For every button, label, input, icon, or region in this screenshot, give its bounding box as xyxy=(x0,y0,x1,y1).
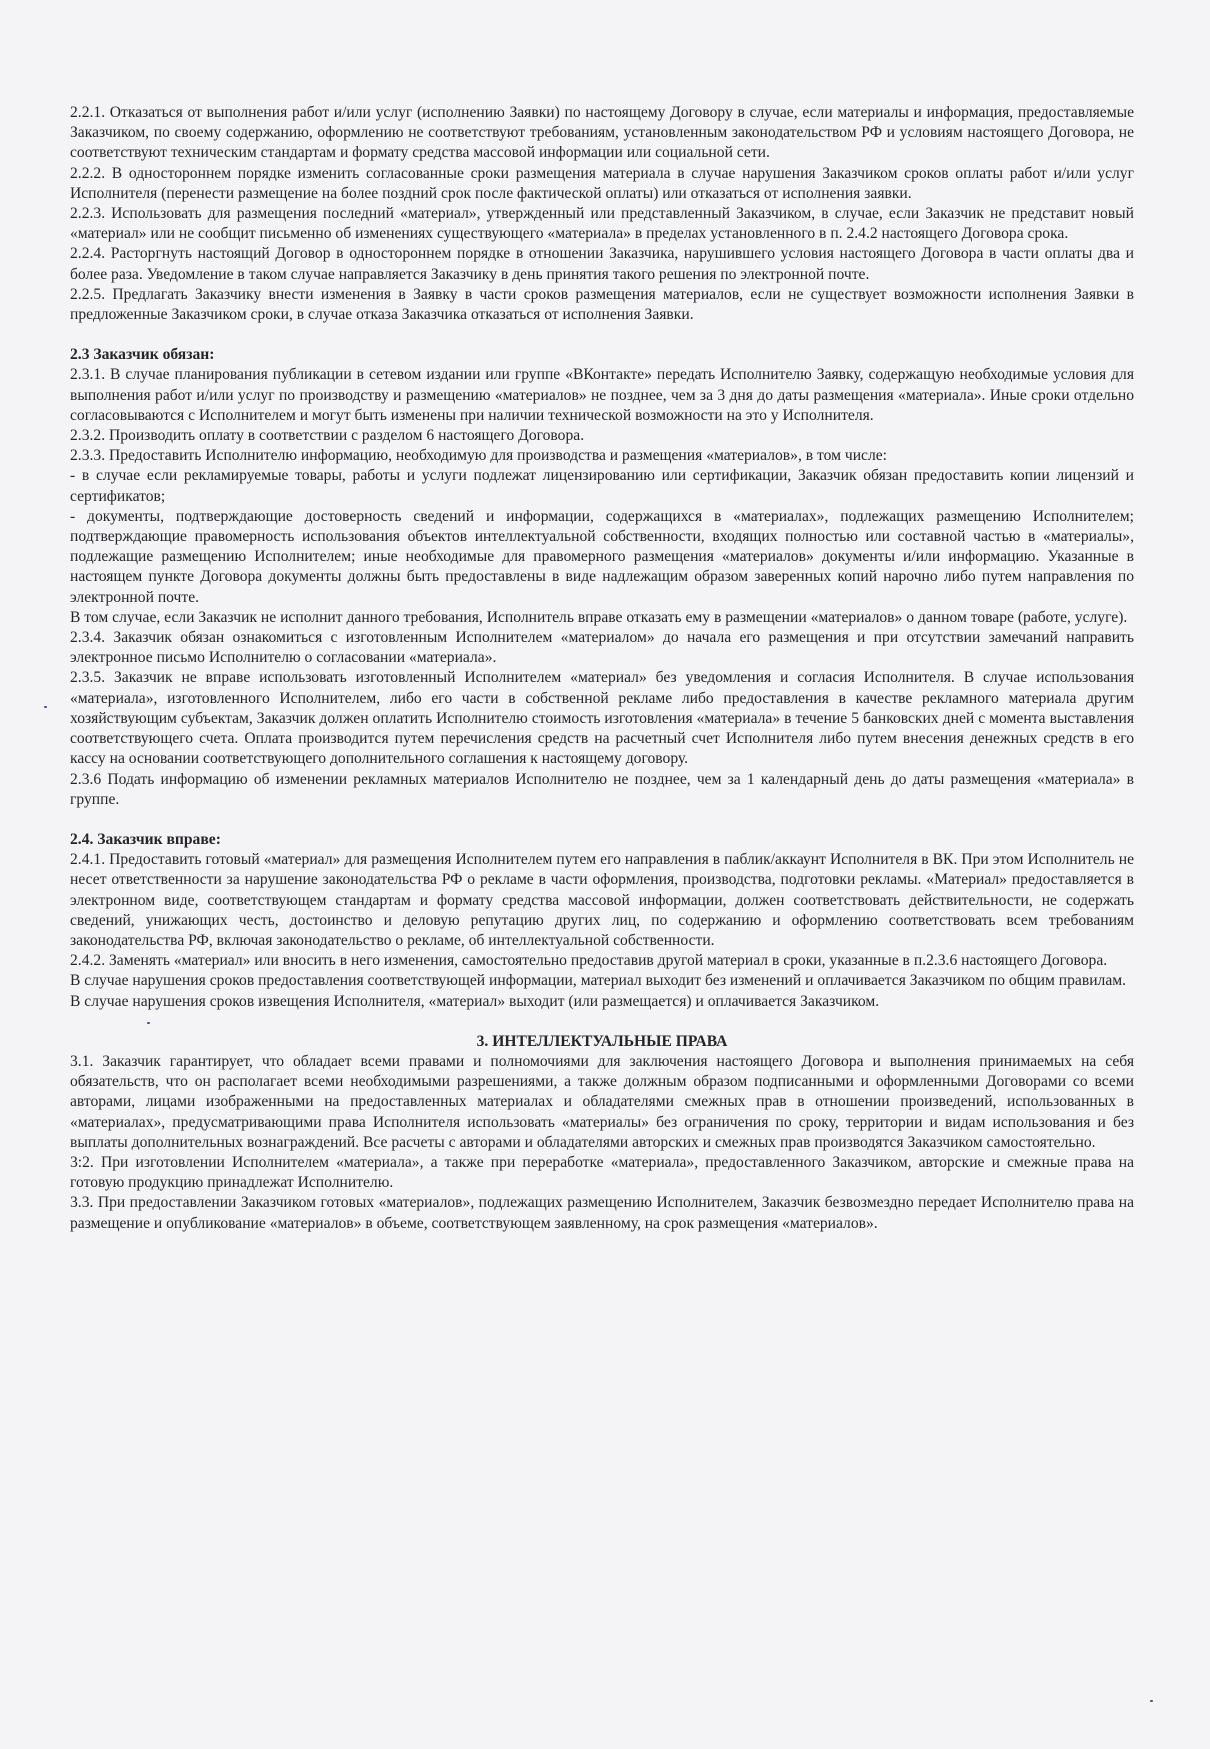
clause-2-4-1: 2.4.1. Предоставить готовый «материал» для размещения Исполнителем путем его направления в паблик/аккаунт Исполнителя в ВК. При этом Исполнитель не несет ответственности за нарушение законодательства РФ о рекламе в части оформления, производства, подготовки рекламы. «Материал» предоставляется в электронном виде, соответствующем стандартам и формату средства массовой информации, должен соответствовать действительности, не содержать сведений, унижающих честь, достоинство и деловую репутацию других лиц, по содержанию и оформлению соответствовать всем требованиям законодательства РФ, включая законодательство о рекламе, об интеллектуальной собственности. xyxy=(70,851,1134,949)
clause-2-2-1: 2.2.1. Отказаться от выполнения работ и/или услуг (исполнению Заявки) по настоящему Договору в случае, если материалы и информация, предоставляемые Заказчиком, по своему содержанию, оформлению не соответствуют требованиям, установленным законодательством РФ и условиям настоящего Договора, не соответствуют техническим стандартам и формату средства массовой информации или социальной сети. xyxy=(70,104,1134,162)
clause-3-2: 3:2. При изготовлении Исполнителем «материала», а также при переработке «материала», предоставленного Заказчиком, авторские и смежные права на готовую продукцию принадлежат Исполнителю. xyxy=(70,1153,1134,1192)
document-page xyxy=(70,103,1134,1234)
clause-2-3-4: 2.3.4. Заказчик обязан ознакомиться с изготовленным Исполнителем «материалом» до начала его размещения и при отсутствии замечаний направить электронное письмо Исполнителю о согласовании «материала». xyxy=(70,629,1134,667)
clause-2-2-5: 2.2.5. Предлагать Заказчику внести изменения в Заявку в части сроков размещения материалов, если не существует возможности исполнения Заявки в предложенные Заказчиком сроки, в случае отказа Заказчика отказаться от исполнения Заявки. xyxy=(70,285,1134,324)
clause-2-3-6: 2.3.6 Подать информацию об изменении рекламных материалов Исполнителю не позднее, чем за 1 календарный день до даты размещения «материала» в группе. xyxy=(70,770,1134,808)
clause-2-3-3-item-documents: - документы, подтверждающие достоверность сведений и информации, содержащихся в «материалах», подлежащих размещению Исполнителем; подтверждающие правомерность использования объектов интеллектуальной собственности, входящих полностью или составной частью в «материалы», подлежащие размещению Исполнителем; иные необходимые для правомерного размещения «материалов» документы и/или информацию. Указанные в настоящем пункте Договора документы должны быть предоставлены в виде надлежащим образом заверенных копий нарочно либо путем направления по электронной почте. xyxy=(70,507,1134,606)
scan-speck xyxy=(147,1022,150,1024)
clause-2-2-4: 2.2.4. Расторгнуть настоящий Договор в одностороннем порядке в отношении Заказчика, нарушившего условия настоящего Договора в части оплаты два и более раза. Уведомление в таком случае направляется Заказчику в день принятия такого решения по электронной почте. xyxy=(70,245,1134,283)
clause-2-3-3-consequence: В том случае, если Заказчик не исполнит данного требования, Исполнитель вправе отказать ему в размещении «материалов» о данном товаре (работе, услуге). xyxy=(70,608,1128,626)
clause-2-3-5: 2.3.5. Заказчик не вправе использовать изготовленный Исполнителем «материал» без уведомления и согласия Исполнителя. В случае использования «материала», изготовленного Исполнителем, либо его части в собственной рекламе либо предоставления в качестве рекламного материала другим хозяйствующим субъектам, Заказчик должен оплатить Исполнителю стоимость изготовления «материала» в течение 5 банковских дней с момента выставления соответствующего счета. Оплата производится путем перечисления средств на расчетный счет Исполнителя либо путем внесения денежных средств в его кассу на основании соответствующего дополнительного соглашения к настоящему договору. xyxy=(70,669,1134,768)
scan-speck xyxy=(1150,1700,1153,1702)
clause-2-3-1: 2.3.1. В случае планирования публикации в сетевом издании или группе «ВКонтакте» передать Исполнителю Заявку, содержащую необходимые условия для выполнения работ и/или услуг по производству и размещению «материалов» не позднее, чем за 3 дня до даты размещения «материала». Иные сроки отдельно согласовываются с Исполнителем и могут быть изменены при наличии технической возможности на это у Исполнителя. xyxy=(70,366,1134,424)
section-3-heading: 3. ИНТЕЛЛЕКТУАЛЬНЫЕ ПРАВА xyxy=(476,1032,728,1050)
clause-3-1: 3.1. Заказчик гарантирует, что обладает всеми правами и полномочиями для заключения настоящего Договора и выполнения принимаемых на себя обязательств, что он располагает всеми необходимыми разрешениями, а также должным образом подписанными и оформленными Договорами со всеми авторами, лицами изображенными на предоставленных материалах и обладателями смежных прав в отношении произведений, использованных в «материалах», предусматривающими права Исполнителя использовать «материалы» без ограничения по сроку, территории и видам использования и без выплаты дополнительных вознаграждений. Все расчеты с авторами и обладателями авторских и смежных прав производятся Заказчиком самостоятельно. xyxy=(70,1052,1134,1151)
spacer xyxy=(70,325,1134,345)
scan-speck xyxy=(44,706,47,708)
clause-2-4-2: 2.4.2. Заменять «материал» или вносить в него изменения, самостоятельно предоставив другой материал в сроки, указанные в п.2.3.6 настоящего Договора. xyxy=(70,952,1108,970)
clause-2-3-3-item-licenses: - в случае если рекламируемые товары, работы и услуги подлежат лицензированию или сертификации, Заказчик обязан предоставить копии лицензий и сертификатов; xyxy=(70,467,1134,505)
clause-3-3: 3.3. При предоставлении Заказчиком готовых «материалов», подлежащих размещению Исполнителем, Заказчик безвозмездно передает Исполнителю права на размещение и опубликование «материалов» в объеме, соответствующем заявленному, на срок размещения «материалов». xyxy=(70,1194,1134,1232)
clause-2-2-3: 2.2.3. Использовать для размещения последний «материал», утвержденный или представленный Заказчиком, в случае, если Заказчик не представит новый «материал» или не сообщит письменно об изменениях существующего «материала» в пределах установленного в п. 2.4.2 настоящего Договора срока. xyxy=(70,205,1134,243)
clause-2-3-2: 2.3.2. Производить оплату в соответствии с разделом 6 настоящего Договора. xyxy=(70,427,585,445)
section-2-4-heading: 2.4. Заказчик вправе: xyxy=(70,830,221,848)
section-2-3-heading: 2.3 Заказчик обязан: xyxy=(70,346,215,364)
spacer xyxy=(70,810,1134,830)
clause-2-4-2-late-info: В случае нарушения сроков предоставления соответствующей информации, материал выходит без изменений и оплачивается Заказчиком по общим правилам. xyxy=(70,972,1127,990)
spacer xyxy=(70,1012,1134,1032)
clause-2-4-2-late-notice: В случае нарушения сроков извещения Исполнителя, «материал» выходит (или размещается) и оплачивается Заказчиком. xyxy=(70,992,880,1010)
clause-2-3-3: 2.3.3. Предоставить Исполнителю информацию, необходимую для производства и размещения «материалов», в том числе: xyxy=(70,447,888,465)
clause-2-2-2: 2.2.2. В одностороннем порядке изменить согласованные сроки размещения материала в случае нарушения Заказчиком сроков оплаты работ и/или услуг Исполнителя (перенести размещение на более поздний срок после фактической оплаты) или отказаться от исполнения заявки. xyxy=(70,164,1134,202)
